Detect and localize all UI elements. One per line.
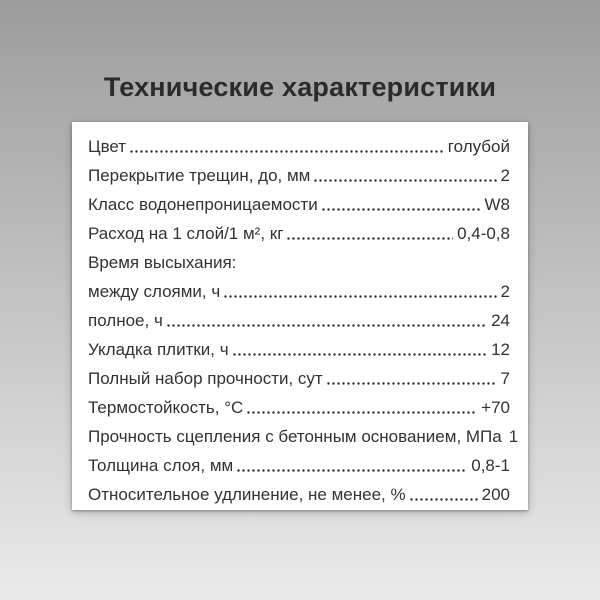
dot-leader (246, 393, 477, 422)
spec-value: 24 (491, 311, 510, 330)
spec-label: Расход на 1 слой/1 м², кг (88, 224, 284, 243)
spec-row (88, 277, 510, 306)
spec-row (88, 393, 510, 422)
spec-label: между слоями, ч (88, 282, 221, 301)
spec-row (88, 480, 510, 509)
spec-row (88, 364, 510, 393)
spec-label: Термостойкость, °С (88, 398, 244, 417)
spec-value: 0,4-0,8 (457, 224, 510, 243)
spec-label: Перекрытие трещин, до, мм (88, 166, 311, 185)
dot-leader (409, 480, 478, 509)
dot-leader (236, 451, 467, 480)
spec-value: 12 (491, 340, 510, 359)
dot-leader (129, 132, 444, 161)
spec-row (88, 161, 510, 190)
spec-label: Время высыхания: (88, 253, 237, 272)
dot-leader (223, 277, 496, 306)
spec-value: 7 (500, 369, 510, 388)
spec-value: +70 (481, 398, 510, 417)
spec-row (88, 306, 510, 335)
spec-value: 1 (508, 427, 519, 446)
dot-leader (326, 364, 497, 393)
spec-value: голубой (447, 137, 510, 156)
dot-leader (232, 335, 487, 364)
spec-label: Толщина слоя, мм (88, 456, 234, 475)
spec-label: Цвет (88, 137, 127, 156)
page-title: Технические характеристики (103, 72, 497, 102)
spec-label: Класс водонепроницаемости (88, 195, 318, 214)
spec-label: Укладка плитки, ч (88, 340, 229, 359)
spec-card (72, 122, 528, 510)
dot-leader (286, 219, 453, 248)
spec-label: Полный набор прочности, сут (88, 369, 323, 388)
spec-row (88, 219, 510, 248)
spec-label: полное, ч (88, 311, 163, 330)
spec-label: Относительное удлинение, не менее, % (88, 485, 406, 504)
spec-value: 0,8-1 (471, 456, 510, 475)
spec-value: 2 (500, 282, 510, 301)
dot-leader (166, 306, 487, 335)
spec-row (88, 335, 510, 364)
spec-value: 200 (481, 485, 510, 504)
spec-row (88, 190, 510, 219)
spec-row (88, 132, 510, 161)
spec-row (88, 422, 519, 451)
spec-value: 2 (500, 166, 510, 185)
spec-value: W8 (484, 195, 510, 214)
spec-label: Прочность сцепления с бетонным основанием, МПа (88, 427, 502, 446)
spec-row (88, 248, 510, 277)
spec-rows (88, 132, 519, 509)
dot-leader (313, 161, 496, 190)
spec-row (88, 451, 510, 480)
dot-leader (321, 190, 481, 219)
